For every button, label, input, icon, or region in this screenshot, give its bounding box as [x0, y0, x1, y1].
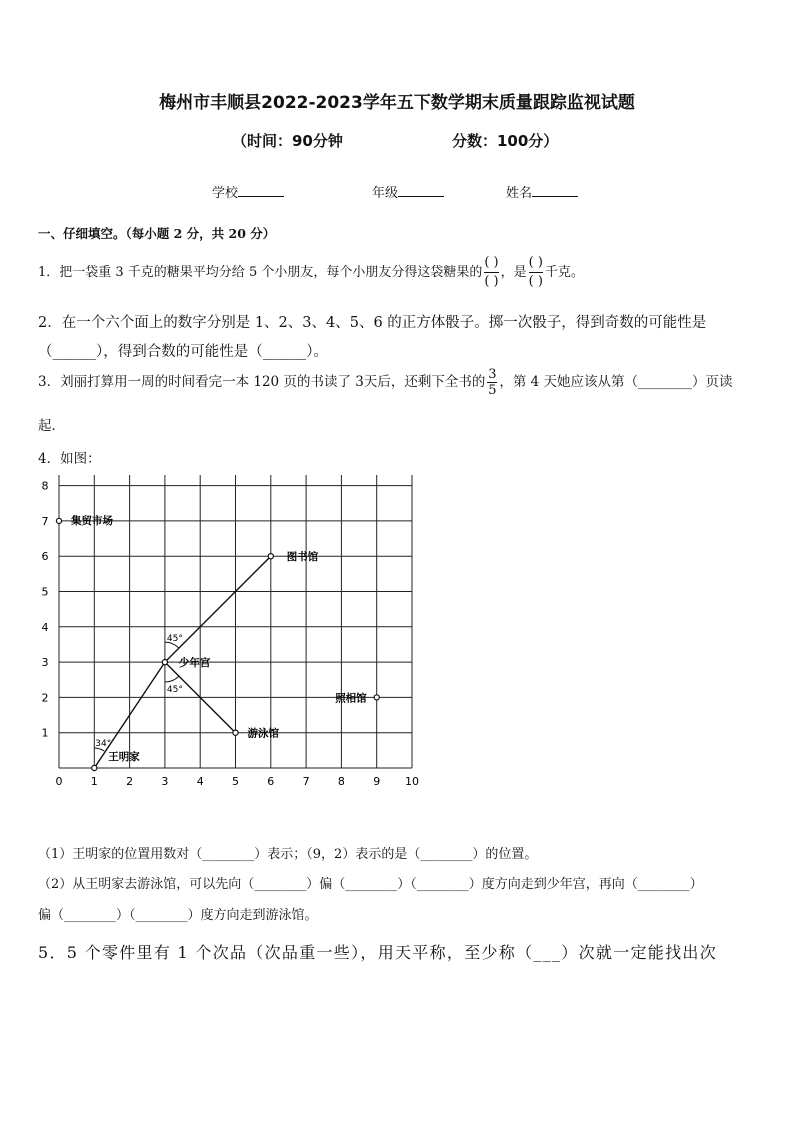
- x-tick-label: 9: [373, 775, 381, 788]
- place-point: [162, 660, 167, 665]
- x-tick-label: 5: [232, 775, 239, 788]
- section-heading: 一、仔细填空。（每小题 2 分，共 20 分）: [38, 226, 276, 241]
- place-point: [233, 730, 238, 735]
- time-info: （时间：90分钟: [232, 132, 343, 150]
- page-title: 梅州市丰顺县2022-2023学年五下数学期末质量跟踪监视试题: [159, 93, 635, 113]
- place-label: 少年宫: [178, 657, 211, 670]
- question-4-sub-1: （1）王明家的位置用数对（________）表示；（9，2）表示的是（________）的位置。: [38, 847, 538, 862]
- name-field: [506, 182, 578, 201]
- place-label: 照相馆: [335, 692, 367, 705]
- y-tick-label: 7: [41, 514, 49, 528]
- place-label: 游泳馆: [247, 727, 279, 740]
- question-3: [38, 367, 733, 398]
- place-label: 集贸市场: [71, 514, 113, 527]
- y-tick-label: 3: [41, 656, 49, 670]
- q3-frac-num: 3: [488, 367, 497, 382]
- q1-frac2-num[interactable]: ( ): [528, 255, 543, 270]
- question-4-sub-2b: 偏（________）（________）度方向走到游泳馆。: [38, 908, 318, 923]
- name-blank[interactable]: [532, 184, 578, 197]
- place-point: [268, 554, 273, 559]
- question-2-line-1: 2．在一个六个面上的数字分别是 1、2、3、4、5、6 的正方体骰子。掷一次骰子，得到奇数的可能性是: [38, 315, 707, 331]
- school-blank[interactable]: [238, 184, 284, 197]
- x-tick-label: 7: [302, 775, 310, 788]
- y-tick-label: 8: [41, 479, 49, 493]
- place-point: [92, 765, 97, 770]
- y-tick-label: 1: [41, 726, 49, 740]
- q3-text-a: 3．刘丽打算用一周的时间看完一本 120 页的书读了 3天后，还剩下全书的: [38, 374, 486, 390]
- q3-frac-den: 5: [488, 383, 497, 398]
- x-tick-label: 10: [405, 775, 419, 788]
- place-point: [56, 518, 61, 523]
- question-4-sub-2a: （2）从王明家去游泳馆，可以先向（________）偏（________）（________）度方向走到少年宫，再向（________）: [38, 877, 703, 892]
- score-info: 分数：100分）: [452, 132, 559, 150]
- school-field: [212, 182, 284, 201]
- x-tick-label: 0: [55, 775, 63, 788]
- q1-text-b: ，是: [500, 265, 527, 280]
- q1-fraction-1: [484, 254, 498, 291]
- q1-frac1-den[interactable]: ( ): [484, 274, 499, 289]
- place-point: [374, 695, 379, 700]
- coordinate-map: [30, 472, 430, 797]
- q1-text-c: 千克。: [544, 265, 584, 280]
- grade-label: 年级: [372, 186, 399, 201]
- place-label: 图书馆: [286, 551, 319, 564]
- angle-label: 45°: [166, 685, 183, 696]
- q3-text-b: ，第 4 天她应该从第（________）页读: [499, 374, 733, 390]
- x-tick-label: 4: [196, 775, 204, 788]
- question-1: [38, 254, 584, 291]
- question-3-line-2: 起．: [38, 418, 65, 434]
- angle-arc: [165, 676, 179, 682]
- angle-label: 34°: [95, 739, 112, 749]
- q1-text-a: 1．把一袋重 3 千克的糖果平均分给 5 个小朋友，每个小朋友分得这袋糖果的: [38, 265, 483, 280]
- x-tick-label: 8: [337, 775, 345, 788]
- q3-fraction: [487, 367, 497, 398]
- q1-frac2-den[interactable]: ( ): [528, 274, 543, 289]
- q1-frac1-num[interactable]: ( ): [484, 255, 499, 270]
- y-tick-label: 5: [41, 585, 49, 599]
- y-tick-label: 4: [41, 620, 49, 634]
- name-label: 姓名: [506, 186, 533, 201]
- angle-label: 45°: [166, 634, 183, 645]
- x-tick-label: 2: [126, 775, 134, 788]
- x-tick-label: 6: [267, 775, 275, 788]
- grade-blank[interactable]: [398, 184, 444, 197]
- place-label: 王明家: [108, 751, 140, 763]
- q1-fraction-2: [529, 254, 543, 291]
- x-tick-label: 1: [90, 775, 98, 788]
- x-tick-label: 3: [161, 775, 169, 788]
- grade-field: [372, 182, 444, 201]
- y-tick-label: 6: [41, 550, 49, 564]
- map-places: [56, 514, 379, 771]
- route-line: [165, 556, 271, 662]
- question-5: 5．5 个零件里有 1 个次品（次品重一些），用天平称，至少称（___）次就一定能找出次: [38, 943, 717, 962]
- school-label: 学校: [212, 186, 239, 201]
- question-2-line-2: （______），得到合数的可能性是（______）。: [38, 344, 328, 360]
- y-tick-label: 2: [41, 691, 49, 705]
- question-4-label: 4．如图：: [38, 451, 101, 467]
